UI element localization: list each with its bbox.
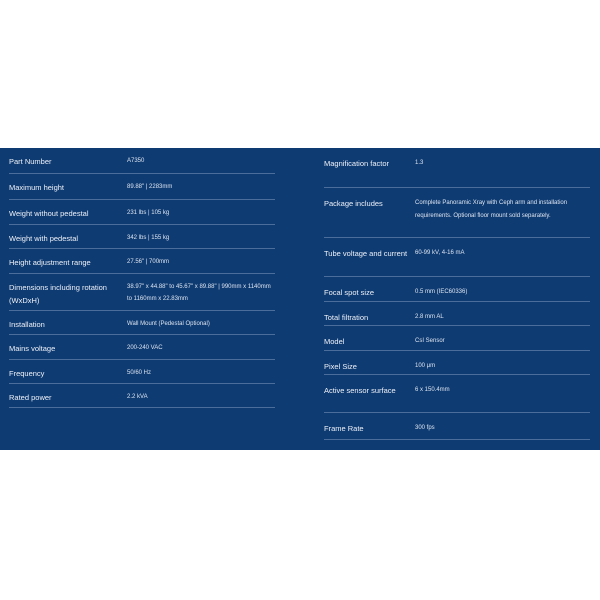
- spec-value: 89.88" | 2283mm: [127, 184, 173, 190]
- spec-label: Weight with pedestal: [9, 234, 79, 243]
- spec-label: Installation: [9, 320, 45, 329]
- spec-row: [9, 360, 275, 384]
- spec-label: Mains voltage: [9, 344, 56, 353]
- spec-label: Height adjustment range: [9, 258, 91, 267]
- spec-value: 2.8 mm AL: [415, 314, 444, 320]
- spec-label: Package includes: [324, 199, 383, 208]
- spec-row: [9, 384, 275, 408]
- spec-row: [9, 311, 275, 335]
- spec-label: Weight without pedestal: [9, 209, 89, 218]
- spec-label: Total filtration: [324, 313, 369, 322]
- spec-row: [324, 326, 590, 351]
- spec-row: [324, 413, 590, 440]
- spec-value: 100 μm: [415, 363, 436, 369]
- spec-row: [324, 302, 590, 326]
- spec-value: 0.5 mm (IEC60336): [415, 289, 468, 295]
- spec-value: CsI Sensor: [415, 338, 445, 344]
- spec-value: Wall Mount (Pedestal Optional): [127, 321, 210, 327]
- spec-value: 200-240 VAC: [127, 345, 163, 351]
- spec-value: 2.2 kVA: [127, 394, 148, 400]
- spec-row: [324, 277, 590, 302]
- spec-row: [9, 225, 275, 249]
- spec-panel: [0, 148, 600, 450]
- spec-value: A7350: [127, 158, 145, 164]
- spec-row: [324, 238, 590, 277]
- spec-label: Model: [324, 337, 345, 346]
- spec-row: [324, 188, 590, 238]
- spec-row: [324, 375, 590, 413]
- spec-label: Dimensions including rotation (WxDxH): [9, 283, 107, 305]
- spec-value: 38.97" x 44.88" to 45.67" x 89.88" | 990mm x 1140mm to 1160mm x 22.83mm: [127, 284, 271, 302]
- spec-label: Frequency: [9, 369, 45, 378]
- spec-label: Focal spot size: [324, 288, 375, 297]
- spec-row: [324, 148, 590, 188]
- spec-value: Complete Panoramic Xray with Ceph arm and installation requirements. Optional floor mount sold separately.: [415, 200, 568, 219]
- spec-label: Maximum height: [9, 183, 65, 192]
- spec-value: 300 fps: [415, 425, 435, 431]
- spec-value: 60-99 kV, 4-16 mA: [415, 250, 465, 256]
- spec-table-left: [9, 148, 275, 408]
- spec-value: 6 x 150.4mm: [415, 387, 450, 393]
- spec-row: [9, 274, 275, 311]
- spec-value: 27.56" | 700mm: [127, 259, 170, 265]
- spec-value: 50/60 Hz: [127, 370, 152, 376]
- spec-row: [9, 174, 275, 200]
- spec-row: [9, 249, 275, 274]
- spec-label: Frame Rate: [324, 424, 364, 433]
- spec-value: 231 lbs | 105 kg: [127, 210, 170, 216]
- spec-label: Part Number: [9, 157, 52, 166]
- spec-row: [9, 200, 275, 225]
- spec-label: Tube voltage and current: [324, 249, 408, 258]
- spec-label: Magnification factor: [324, 159, 390, 168]
- spec-row: [9, 335, 275, 360]
- spec-value: 1.3: [415, 160, 424, 166]
- spec-label: Pixel Size: [324, 362, 357, 371]
- spec-label: Active sensor surface: [324, 386, 396, 395]
- spec-row: [9, 148, 275, 174]
- spec-table-right: [324, 148, 590, 440]
- spec-row: [324, 351, 590, 375]
- spec-label: Rated power: [9, 393, 52, 402]
- spec-value: 342 lbs | 155 kg: [127, 235, 170, 241]
